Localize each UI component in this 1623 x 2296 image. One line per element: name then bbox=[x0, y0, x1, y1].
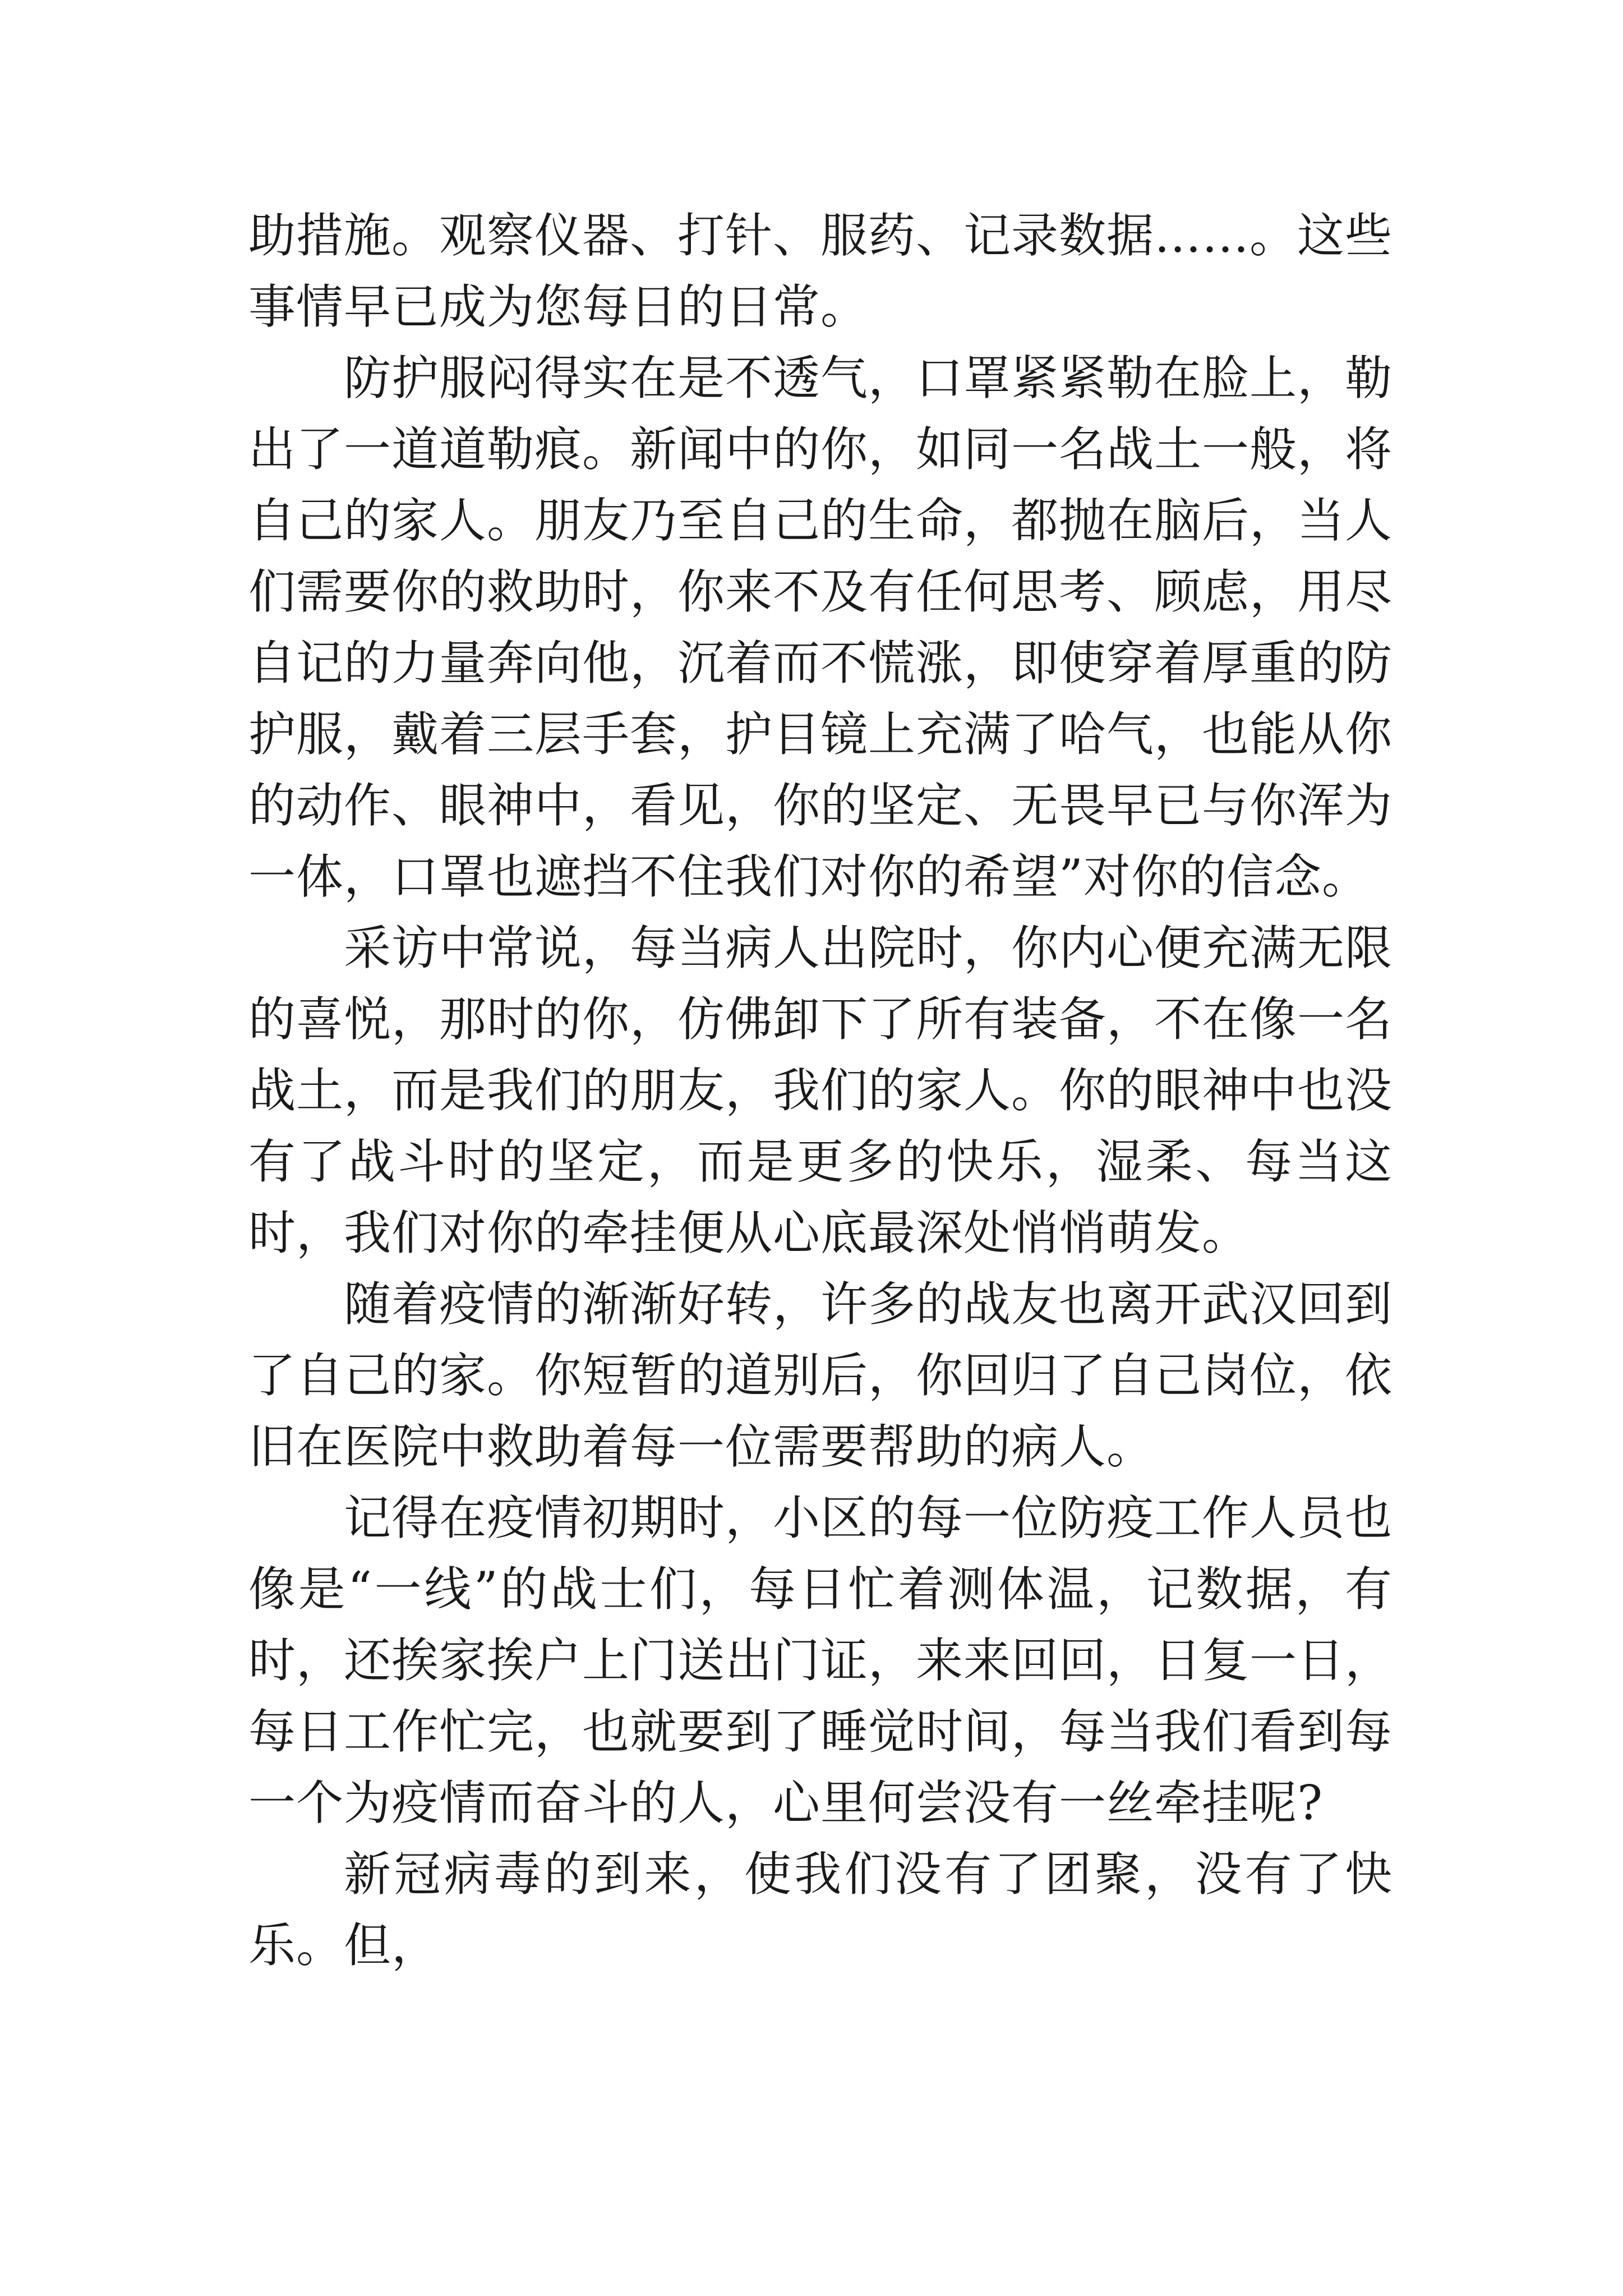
paragraph-2: 防护服闷得实在是不透气，口罩紧紧勒在脸上，勒出了一道道勒痕。新闻中的你，如同一名战土一般，将自己的家人。朋友乃至自己的生命，都抛在脑后，当人们需要你的救助时，你来不及有任何思考、顾虑，用尽自记的力量奔向他，沉着而不慌涨，即使穿着厚重的防护服，戴着三层手套，护目镜上充满了哈气，也能从你的动作、眼神中，看见，你的坚定、无畏早已与你浑为一体，口罩也遮挡不住我们对你的希望”对你的信念。 bbox=[248, 351, 1393, 904]
paragraph-6: 新冠病毒的到来，使我们没有了团聚，没有了快乐。但， bbox=[248, 1847, 1393, 1973]
paragraph-3: 采访中常说，每当病人出院时，你内心便充满无限的喜悦，那时的你，仿佛卸下了所有装备，不在像一名战土，而是我们的朋友，我们的家人。你的眼神中也没有了战斗时的坚定，而是更多的快乐，湿柔、每当这时，我们对你的牵挂便从心底最深处悄悄萌发。 bbox=[248, 921, 1393, 1260]
paragraph-4: 随着疫情的渐渐好转，许多的战友也离开武汉回到了自己的家。你短暂的道别后，你回归了自己岗位，依旧在医院中救助着每一位需要帮助的病人。 bbox=[248, 1277, 1393, 1474]
paragraph-5: 记得在疫情初期时，小区的每一位防疫工作人员也像是“一线”的战士们，每日忙着测体温，记数据，有时，还挨家挨户上门送出门证，来来回回，日复一日，每日工作忙完，也就要到了睡觉时间，每当我们看到每一个为疫情而奋斗的人，心里何尝没有一丝牵挂呢? bbox=[248, 1490, 1393, 1830]
document-body bbox=[248, 200, 1393, 1981]
paragraph-1: 助措施。观察仪器、打针、服药、记录数据……。这些事情早已成为您每日的日常。 bbox=[248, 208, 1393, 334]
